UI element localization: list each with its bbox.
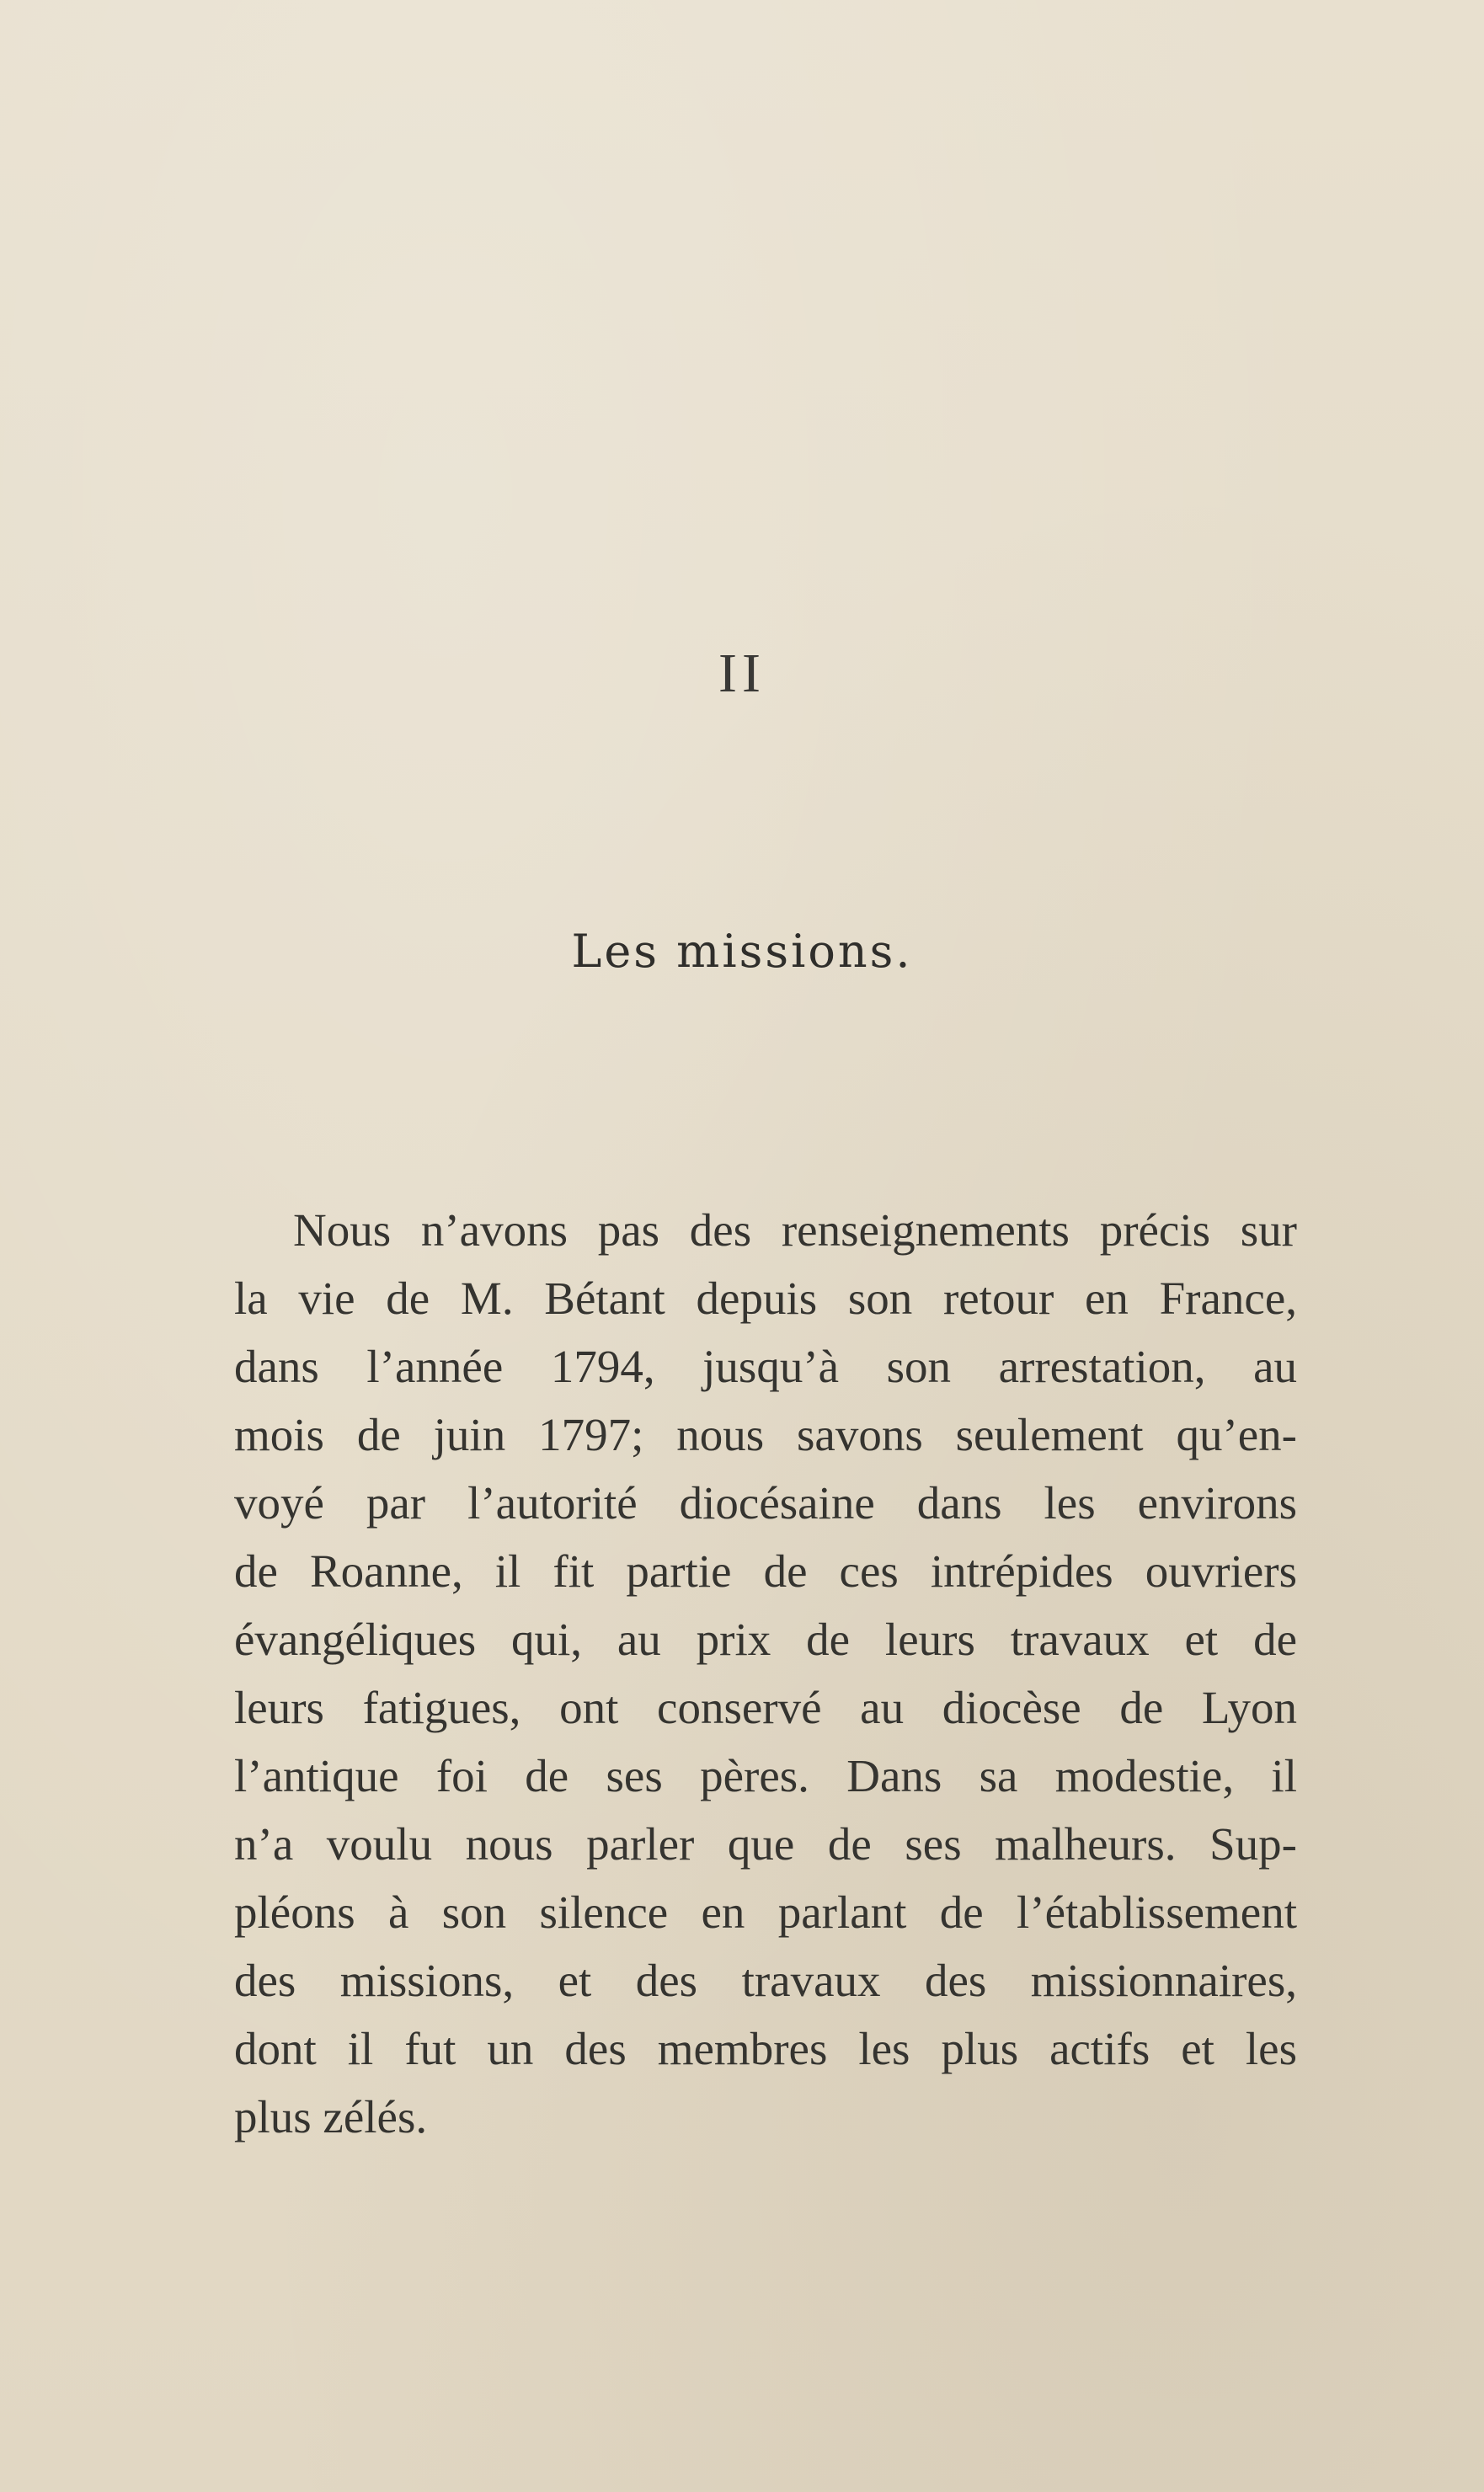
paragraph-line: l’antique foi de ses pères. Dans sa modestie, il: [234, 1750, 1297, 1801]
paragraph-line: plus zélés.: [234, 2091, 428, 2142]
body-paragraph: [234, 1196, 1297, 2151]
paragraph-line: évangéliques qui, au prix de leurs travaux et de: [234, 1614, 1297, 1665]
paragraph-line: dans l’année 1794, jusqu’à son arrestation, au: [234, 1341, 1297, 1392]
paragraph-line: voyé par l’autorité diocésaine dans les environs: [234, 1477, 1297, 1529]
paragraph-line: n’a voulu nous parler que de ses malheurs. Sup-: [234, 1818, 1297, 1870]
paragraph-line: pléons à son silence en parlant de l’établissement: [234, 1886, 1297, 1938]
paragraph-line: leurs fatigues, ont conservé au diocèse de Lyon: [234, 1682, 1297, 1733]
paragraph-line: la vie de M. Bétant depuis son retour en France,: [234, 1273, 1297, 1324]
chapter-title: Les missions.: [571, 925, 913, 978]
paragraph-line: de Roanne, il fit partie de ces intrépides ouvriers: [234, 1545, 1297, 1597]
paragraph-line: dont il fut un des membres les plus actifs et les: [234, 2023, 1297, 2074]
paragraph-line: mois de juin 1797; nous savons seulement qu’en-: [234, 1409, 1297, 1460]
paragraph-line: des missions, et des travaux des missionnaires,: [234, 1955, 1297, 2006]
paragraph-line: Nous n’avons pas des renseignements précis sur: [293, 1204, 1297, 1256]
chapter-number: II: [718, 643, 766, 704]
